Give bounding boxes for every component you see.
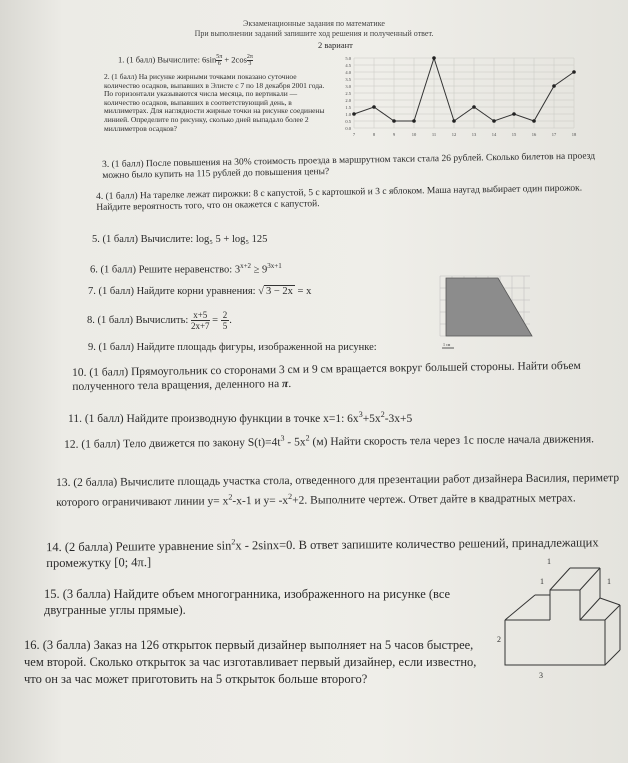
chart-y-tick-label: 4.5 [345, 63, 351, 68]
chart-x-tick-label: 8 [372, 132, 376, 137]
poly-label-1: 1 [547, 557, 551, 566]
polyhedron-figure [495, 550, 625, 680]
chart-x-tick-label: 11 [431, 132, 437, 137]
chart-y-tick-label: 5.0 [345, 56, 351, 61]
chart-point [552, 84, 556, 88]
chart-point [412, 119, 416, 123]
chart-y-tick-label: 4.0 [345, 70, 351, 75]
chart-x-tick-label: 7 [352, 132, 356, 137]
task-1: 1. (1 балл) Вычислите: 6sin $\frac{5\pi}{6}$ + 2cos $\frac{2\pi}{3}$ [118, 54, 253, 67]
task-8: 8. (1 балл) Вычислить: $\frac{x+5}{2x+7}$ = $\frac{2}{5}$ . [87, 310, 232, 331]
chart-point [472, 105, 476, 109]
task-9: 9. (1 балл) Найдите площадь фигуры, изображенной на рисунке: [88, 342, 377, 353]
trapezoid-figure [430, 268, 540, 354]
chart-point [392, 119, 396, 123]
chart-x-tick-label: 14 [491, 132, 497, 137]
chart-y-tick-label: 0.0 [345, 126, 351, 131]
header-title: Экзаменационные задания по математике [243, 19, 385, 28]
chart-x-tick-label: 10 [411, 132, 417, 137]
poly-label-5: 3 [539, 671, 543, 680]
task-14: 14. (2 балла) Решите уравнение $\sin^2x - 2\sin x=0$. В ответ запишите количество решений, принадлежащих промежутку [0; 4π.] [46, 535, 599, 571]
chart-point [372, 105, 376, 109]
poly-label-4: 2 [497, 635, 501, 644]
header-instructions: При выполнении заданий запишите ход решения и полученный ответ. [194, 29, 434, 38]
chart-y-tick-label: 3.0 [345, 84, 351, 89]
task-7: 7. (1 балл) Найдите корни уравнения: √ 3 − 2x = x [88, 286, 312, 297]
task-16: 16. (3 балла) Заказ на 126 открыток первый дизайнер выполняет на 5 часов быстрее, чем второй. Сколько открыток за час изготавливает первый дизайнер, если известно, что он за час может приготовить на 5 открыток больше второго? [24, 638, 477, 686]
chart-x-tick-label: 9 [392, 132, 396, 137]
chart-y-tick-label: 2.0 [345, 98, 351, 103]
chart-point [432, 56, 436, 60]
chart-point [532, 119, 536, 123]
task-15: 15. (3 балла) Найдите объем многогранника, изображенного на рисунке (все двугранные углы прямые). [44, 587, 451, 617]
trapezoid-scale-label: 1 см [443, 342, 451, 347]
task-4: 4. (1 балл) На тарелке лежат пирожки: 8 с капустой, 5 с картошкой и 3 с яблоком. Маша наугад выбирает один пирожок. Найдите вероятность того, что он окажется с капустой. [96, 183, 583, 213]
task-11: 11. (1 балл) Найдите производную функции в точке x=1: $6x^3+5x^2-3x+5$ [68, 410, 413, 425]
chart-x-tick-label: 18 [571, 132, 577, 137]
chart-y-tick-label: 1.0 [345, 112, 351, 117]
task-12: 12. (1 балл) Тело движется по закону $S(t)=4t^3 - 5x^2$ (м) Найти скорость тела через 1с после начала движения. [64, 433, 595, 451]
chart-x-ticks [353, 132, 577, 137]
chart-point [572, 70, 576, 74]
chart-point [492, 119, 496, 123]
chart-series-line [354, 58, 574, 121]
task-13: 13. (2 балла) Вычислите площадь участка стола, отведенного для презентации работ дизайнера Василия, периметр которого ограничивают линии $y= x^2-x-1$ и $y= -x^2+2$. Выполните чертеж. Ответ дайте в квадратных метрах. [56, 472, 620, 509]
task-6: 6. (1 балл) Решите неравенство: $3^{x+2} \ge 9^{3x+1}$ [90, 262, 282, 276]
chart-point [352, 112, 356, 116]
variant-label: 2 вариант [318, 40, 353, 50]
chart-y-ticks [345, 56, 351, 131]
chart-y-tick-label: 3.5 [345, 77, 351, 82]
chart-x-tick-label: 17 [551, 132, 557, 137]
chart-point [452, 119, 456, 123]
chart-grid [354, 58, 574, 128]
task-2-left: 2. (1 балл) На рисунке жирными точками показано суточное количество осадков, выпавших в Элисте с 7 по 18 декабря 2001 года. По горизонтали указываются числа месяца, по вертикали — количество осадков, выпавших в соответствующий день, в миллиметрах. Для наглядности жирные точки на рисунке соединены линией. Определите по рисунку, сколько дней выпадало более 2 миллиметров осадков? [104, 72, 325, 133]
chart-x-tick-label: 16 [531, 132, 537, 137]
chart-x-tick-label: 15 [511, 132, 517, 137]
chart-point [512, 112, 516, 116]
chart-x-tick-label: 12 [451, 132, 457, 137]
task-3: 3. (1 балл) После повышения на 30% стоимость проезда в маршрутном такси стала 26 рублей. Сколько билетов на проезд можно было купить на 115 рублей до повышения цены? [102, 151, 596, 181]
chart-y-tick-label: 2.5 [345, 91, 351, 96]
poly-label-2: 1 [540, 577, 544, 586]
poly-label-3: 1 [607, 577, 611, 586]
chart-points [352, 56, 576, 123]
chart-y-tick-label: 1.5 [345, 105, 351, 110]
trapezoid-shape [446, 278, 532, 336]
precipitation-chart [330, 52, 580, 144]
task-5: 5. (1 балл) Вычислите: log₅ 5 + log₅ 125 [92, 234, 268, 245]
task-10: 10. (1 балл) Прямоугольник со сторонами 3 см и 9 см вращается вокруг большей стороны. Найти объем полученного тела вращения, деленного на π. [72, 359, 581, 393]
chart-x-tick-label: 13 [471, 132, 477, 137]
chart-y-tick-label: 0.5 [345, 119, 351, 124]
